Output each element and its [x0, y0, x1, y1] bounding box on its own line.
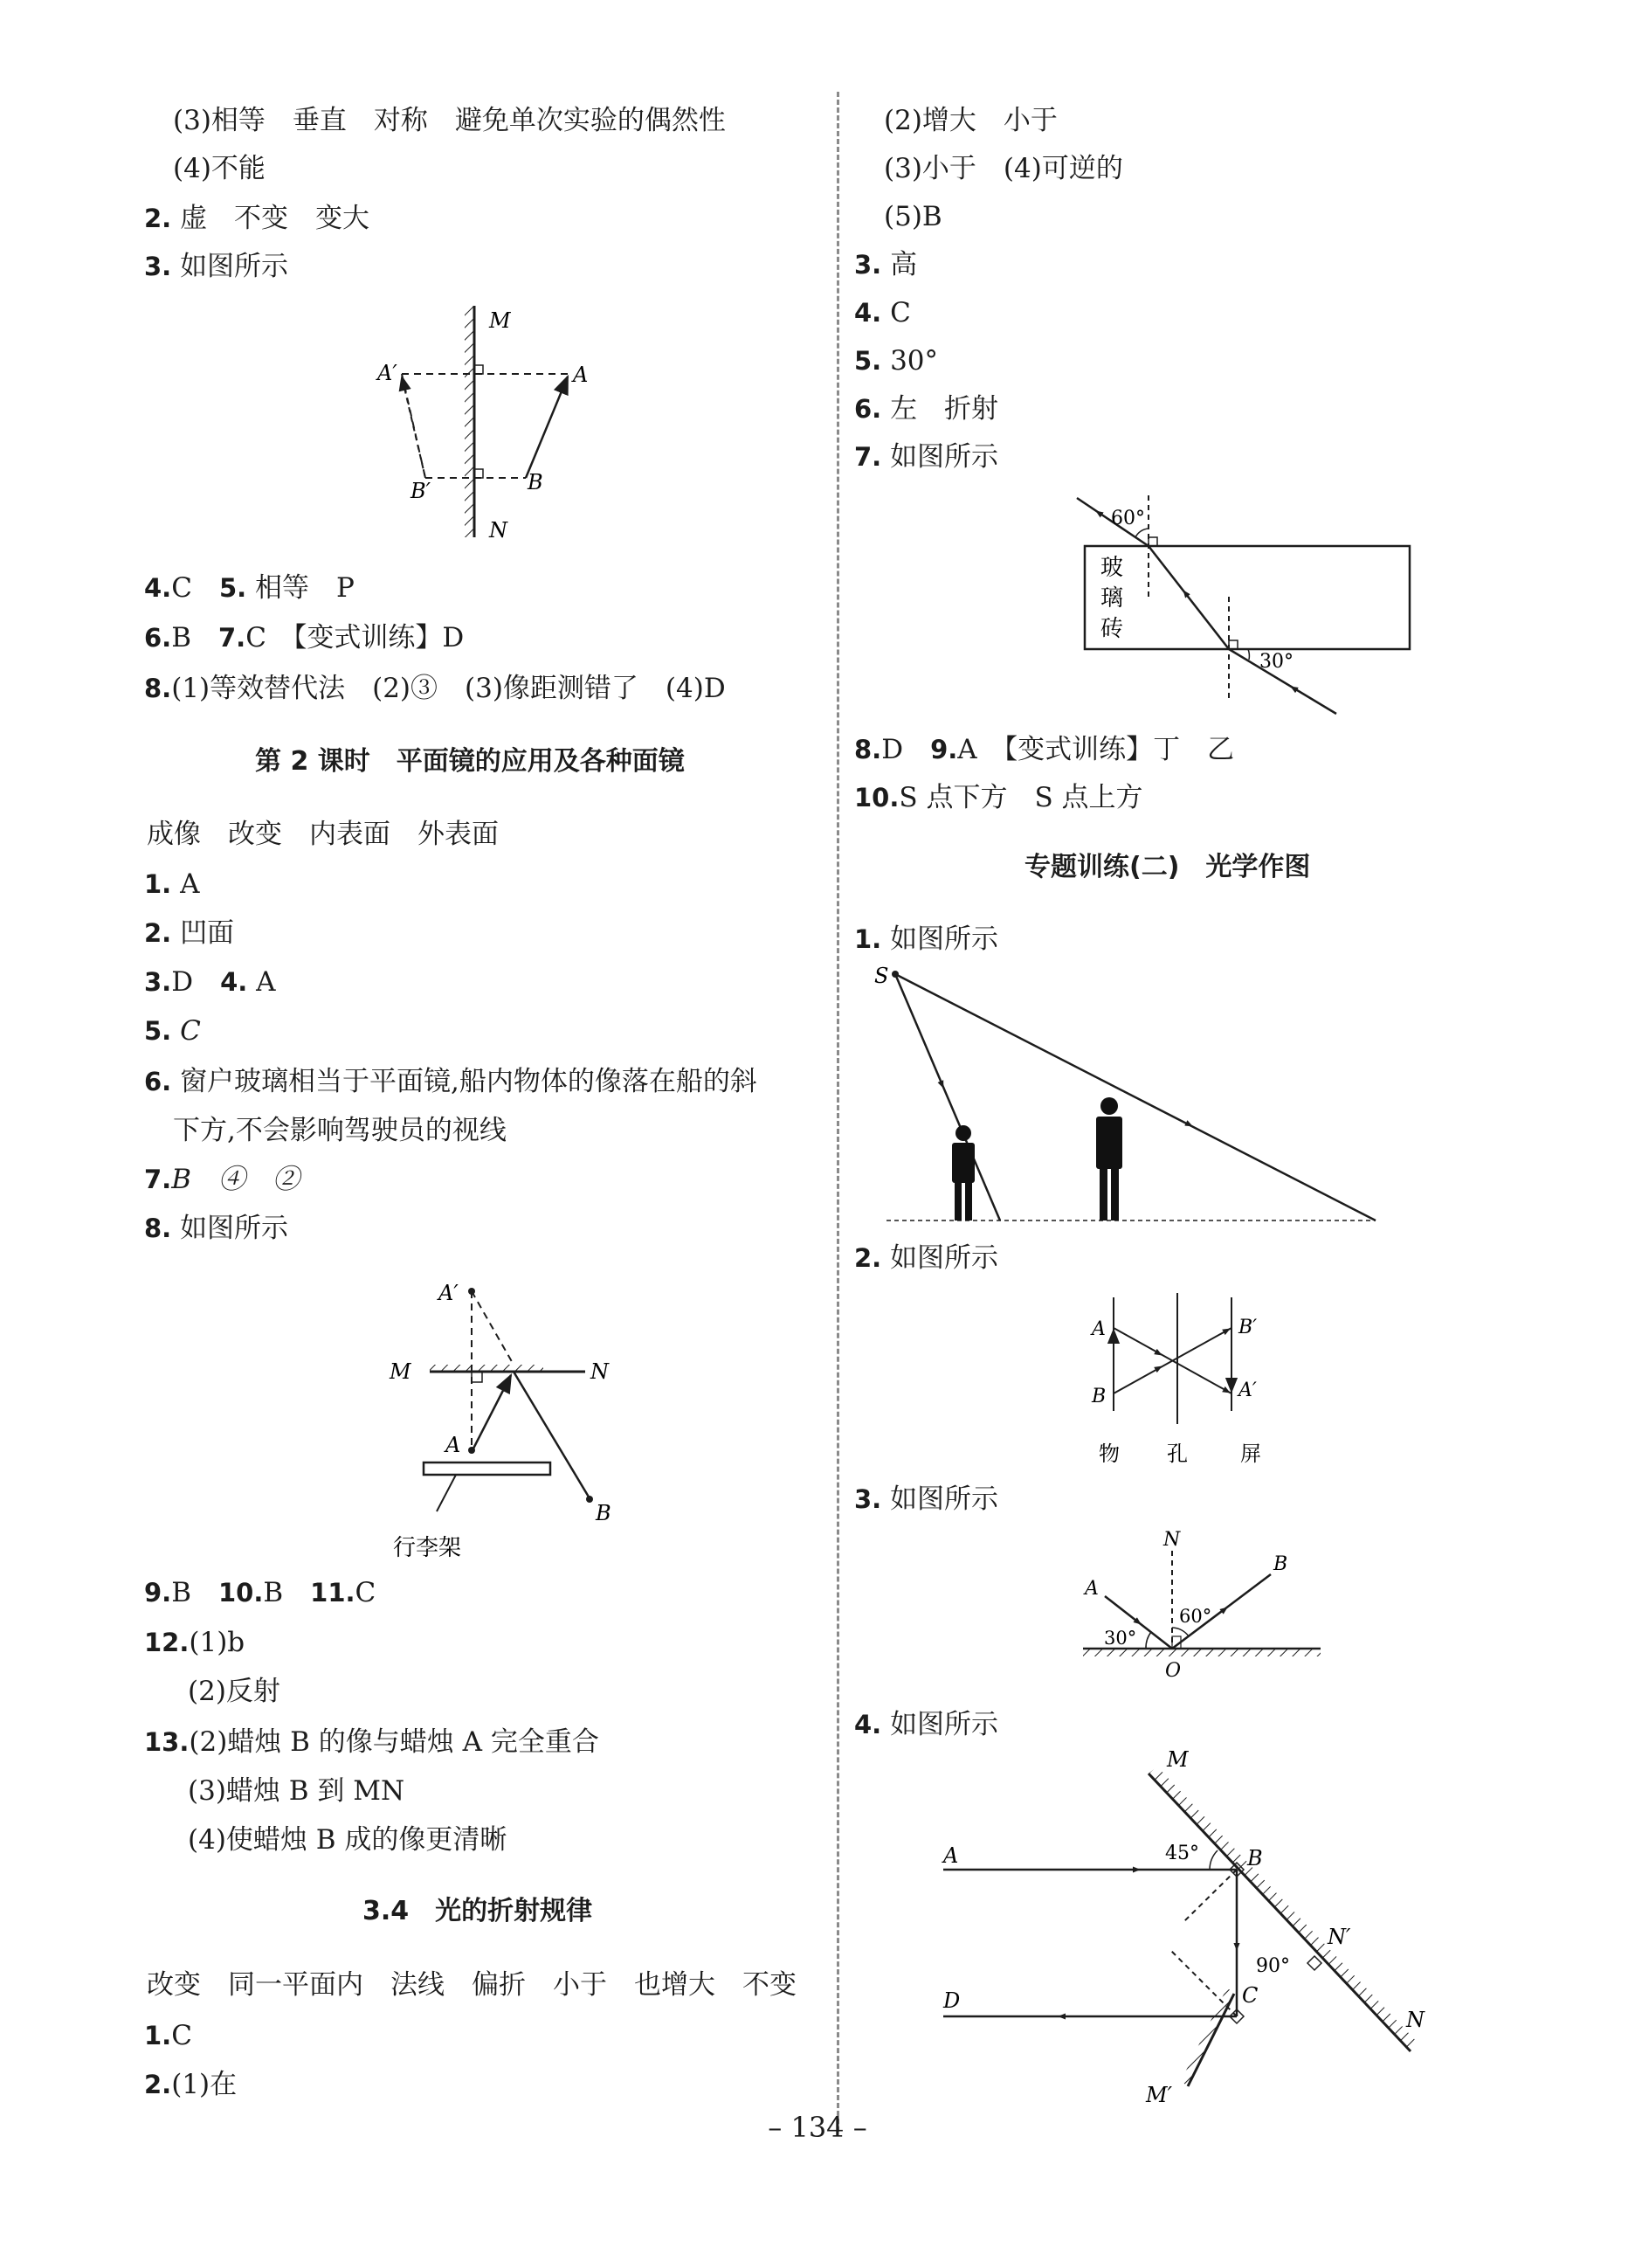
glass-brick — [1085, 546, 1410, 649]
label-S: S — [874, 964, 889, 988]
angle-60: 60° — [1179, 1606, 1212, 1627]
label-D: D — [943, 1988, 961, 2013]
caption-screen: 屏 — [1240, 1442, 1261, 1466]
label-N-prime: N′ — [1328, 1925, 1351, 1949]
label-M: M — [390, 1359, 411, 1384]
caption-hole: 孔 — [1167, 1442, 1188, 1466]
question-5: 5. 30° — [854, 345, 939, 377]
section-heading: 第 2 课时 平面镜的应用及各种面镜 — [255, 746, 685, 777]
problem-2: 2. 凹面 — [144, 917, 235, 949]
angle-30: 30° — [1104, 1628, 1137, 1649]
label-A: A — [943, 1843, 959, 1868]
label-A: A — [1092, 1318, 1106, 1340]
angle-arc — [1146, 1632, 1151, 1649]
label-N: N — [1406, 2008, 1425, 2032]
label-A-prime: A′ — [1238, 1379, 1257, 1401]
label-B: B — [1247, 1846, 1263, 1870]
problem-7: 7.B ④ ② — [144, 1164, 300, 1195]
label-C: C — [1242, 1983, 1259, 2008]
label-M-prime: M′ — [1146, 2083, 1173, 2107]
periscope-figure — [943, 1747, 1432, 2107]
label-B-prime: B′ — [1238, 1317, 1258, 1338]
reflection-figure — [1066, 1525, 1345, 1691]
label-B-prime: B′ — [410, 479, 431, 503]
fill-in-answers: 成像 改变 内表面 外表面 — [147, 819, 499, 850]
problem-5: 5. C — [144, 1015, 201, 1047]
rack-board — [424, 1462, 550, 1475]
question-6: 6. 左 折射 — [854, 393, 999, 425]
caption-rack: 行李架 — [393, 1535, 462, 1561]
glass-brick-figure — [1074, 485, 1441, 721]
right-angle-mark — [1229, 640, 1238, 649]
question-10: 10.S 点下方 S 点上方 — [854, 782, 1143, 813]
incident-ray — [473, 1375, 511, 1449]
problem-13-part4: (4)使蜡烛 B 成的像更清晰 — [188, 1824, 507, 1856]
angle-arc — [1135, 529, 1149, 537]
normal-B — [1183, 1870, 1237, 1922]
label-B: B — [1092, 1386, 1107, 1407]
label-N: N — [590, 1359, 609, 1384]
drawing-2: 2. 如图所示 — [854, 1242, 999, 1274]
question-7: 7. 如图所示 — [854, 441, 999, 473]
problem-6-cont: 下方,不会影响驾驶员的视线 — [173, 1115, 507, 1146]
page-number: – 134 – — [768, 2111, 867, 2144]
answer-line: (4)不能 — [173, 153, 266, 184]
right-angle-mark — [1149, 537, 1157, 546]
label-A: A — [573, 363, 589, 387]
problem-9-11: 9.B 10.B 11.C — [144, 1577, 376, 1608]
label-M: M — [1167, 1747, 1189, 1772]
fill-in-answers: 改变 同一平面内 法线 偏折 小于 也增大 不变 — [147, 1969, 797, 2001]
right-angle-mark — [1307, 1956, 1321, 1970]
luggage-rack-figure — [384, 1267, 638, 1564]
label-A: A — [445, 1433, 461, 1457]
question-6-7: 6.B 7.C 【变式训练】D — [144, 622, 465, 653]
drawing-4: 4. 如图所示 — [854, 1709, 999, 1740]
point-A — [468, 1447, 475, 1454]
question-4: 4. C — [854, 297, 911, 328]
plane-mirror-figure — [367, 301, 611, 555]
caption-object: 物 — [1099, 1442, 1120, 1466]
question-3: 3. 如图所示 — [144, 251, 289, 282]
problem-13-part3: (3)蜡烛 B 到 MN — [188, 1775, 405, 1807]
answer-line: (3)小于 (4)可逆的 — [884, 153, 1123, 184]
mirror-hatching — [465, 306, 473, 537]
glass-label: 砖 — [1100, 616, 1124, 642]
answer-line: (5)B — [884, 201, 942, 232]
glass-label: 玻 — [1100, 555, 1124, 581]
label-B: B — [528, 470, 543, 494]
label-N: N — [489, 518, 507, 543]
object-arrow — [526, 377, 568, 478]
label-M: M — [489, 308, 511, 333]
problem-6: 6. 窗户玻璃相当于平面镜,船内物体的像落在船的斜 — [144, 1066, 757, 1097]
angle-45: 45° — [1165, 1843, 1199, 1864]
person-tall — [1096, 1097, 1122, 1220]
problem-12-part2: (2)反射 — [188, 1676, 280, 1707]
drawing-1: 1. 如图所示 — [854, 923, 999, 955]
mirror-MN — [1149, 1774, 1411, 2051]
label-B: B — [1273, 1553, 1288, 1575]
section-heading: 专题训练(二) 光学作图 — [1024, 852, 1311, 882]
question-8: 8.(1)等效替代法 (2)③ (3)像距测错了 (4)D — [144, 673, 726, 704]
point-B — [586, 1496, 593, 1503]
label-N: N — [1163, 1529, 1181, 1551]
problem-1: 1. A — [144, 868, 200, 900]
problem-13: 13.(2)蜡烛 B 的像与蜡烛 A 完全重合 — [144, 1726, 599, 1758]
label-B: B — [596, 1501, 611, 1525]
angle-30: 30° — [1259, 651, 1294, 673]
problem-3-4: 3.D 4. A — [144, 966, 276, 998]
light-ray-short — [895, 974, 1000, 1220]
question-3: 3. 高 — [854, 249, 918, 280]
question-2: 2. 虚 不变 变大 — [144, 203, 370, 234]
refraction-2: 2.(1)在 — [144, 2069, 238, 2100]
refraction-1: 1.C — [144, 2020, 192, 2051]
angle-arc — [1172, 1628, 1189, 1636]
angle-60: 60° — [1111, 508, 1145, 529]
label-A: A — [1085, 1578, 1099, 1600]
drawing-3: 3. 如图所示 — [854, 1483, 999, 1515]
question-4-5: 4.C 5. 相等 P — [144, 572, 355, 604]
answer-line: (3)相等 垂直 对称 避免单次实验的偶然性 — [173, 105, 726, 136]
dashed-image-ray — [472, 1291, 514, 1365]
section-heading: 3.4 光的折射规律 — [362, 1896, 593, 1926]
glass-label: 璃 — [1100, 585, 1124, 612]
normal-C — [1170, 1950, 1237, 2016]
person-short — [952, 1125, 975, 1220]
mirror-hatching — [1149, 1767, 1419, 2051]
shadow-figure — [874, 964, 1428, 1236]
ray-inside — [1149, 546, 1229, 649]
right-angle-mark — [472, 1372, 482, 1382]
label-A-prime: A′ — [438, 1281, 459, 1305]
label-O: O — [1165, 1660, 1182, 1682]
angle-arc — [1248, 649, 1249, 660]
answer-line: (2)增大 小于 — [884, 105, 1058, 136]
right-column — [838, 0, 1635, 2268]
angle-90: 90° — [1256, 1955, 1290, 1977]
problem-8: 8. 如图所示 — [144, 1213, 289, 1244]
label-A-prime: A′ — [377, 361, 397, 385]
reflected-ray — [514, 1372, 590, 1498]
problem-12: 12.(1)b — [144, 1627, 245, 1658]
surface-hatching — [1083, 1649, 1321, 1656]
leader-line — [437, 1475, 456, 1511]
angle-arc — [1210, 1850, 1218, 1870]
mirror-hatching — [1181, 1988, 1234, 2086]
pinhole-figure — [1092, 1293, 1319, 1485]
question-8-9: 8.D 9.A 【变式训练】丁 乙 — [854, 734, 1235, 765]
